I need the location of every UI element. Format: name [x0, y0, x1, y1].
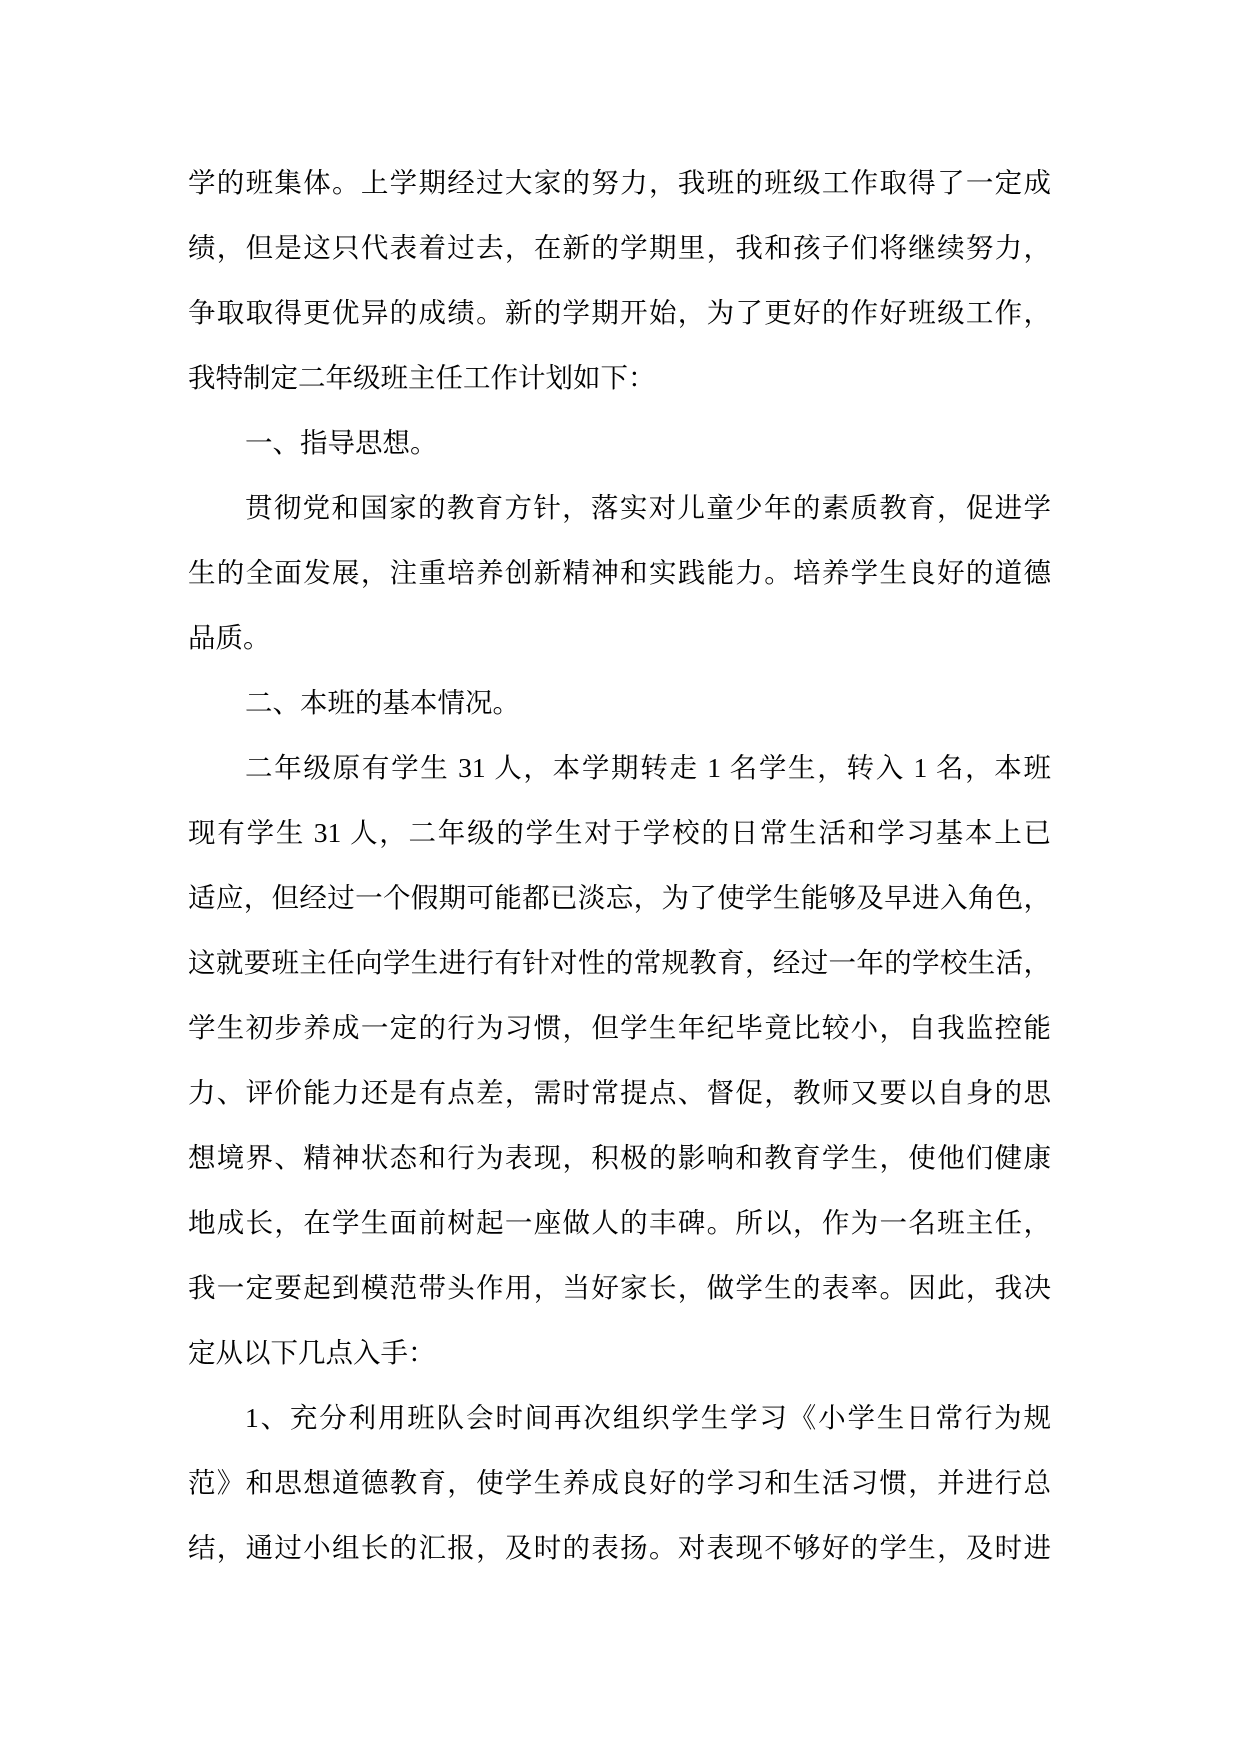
- paragraph-line: 我特制定二年级班主任工作计划如下：: [188, 362, 656, 393]
- section-heading-text: 一、指导思想。: [245, 427, 438, 458]
- list-item-paragraph: [188, 1385, 1051, 1580]
- paragraph: [188, 475, 1051, 670]
- paragraph-line: 贯彻党和国家的教育方针，落实对儿童少年的素质教育，促进学: [245, 492, 1051, 523]
- paragraph-line: 适应，但经过一个假期可能都已淡忘，为了使学生能够及早进入角色，: [188, 882, 1051, 913]
- paragraph-line: 现有学生 31 人，二年级的学生对于学校的日常生活和学习基本上已: [188, 817, 1051, 848]
- section-heading: [188, 410, 1051, 475]
- paragraph: [188, 735, 1051, 1385]
- paragraph-line: 品质。: [188, 622, 271, 653]
- paragraph-line: 争取取得更优异的成绩。新的学期开始，为了更好的作好班级工作，: [188, 297, 1051, 328]
- paragraph-line: 二年级原有学生 31 人，本学期转走 1 名学生，转入 1 名，本班: [245, 752, 1051, 783]
- paragraph-line: 学的班集体。上学期经过大家的努力，我班的班级工作取得了一定成: [188, 167, 1051, 198]
- paragraph-line: 范》和思想道德教育，使学生养成良好的学习和生活习惯，并进行总: [188, 1467, 1051, 1498]
- paragraph-line: 结，通过小组长的汇报，及时的表扬。对表现不够好的学生，及时进: [188, 1532, 1051, 1563]
- paragraph-line: 学生初步养成一定的行为习惯，但学生年纪毕竟比较小，自我监控能: [188, 1012, 1051, 1043]
- paragraph-line: 地成长，在学生面前树起一座做人的丰碑。所以，作为一名班主任，: [188, 1207, 1051, 1238]
- section-heading-text: 二、本班的基本情况。: [245, 687, 520, 718]
- section-heading: [188, 670, 1051, 735]
- paragraph-line: 这就要班主任向学生进行有针对性的常规教育，经过一年的学校生活，: [188, 947, 1051, 978]
- paragraph-line: 我一定要起到模范带头作用，当好家长，做学生的表率。因此，我决: [188, 1272, 1051, 1303]
- document-body: [188, 150, 1051, 1580]
- paragraph: [188, 150, 1051, 410]
- paragraph-line: 想境界、精神状态和行为表现，积极的影响和教育学生，使他们健康: [188, 1142, 1051, 1173]
- paragraph-line: 1、充分利用班队会时间再次组织学生学习《小学生日常行为规: [245, 1402, 1051, 1433]
- paragraph-line: 绩，但是这只代表着过去，在新的学期里，我和孩子们将继续努力，: [188, 232, 1051, 263]
- paragraph-line: 定从以下几点入手：: [188, 1337, 436, 1368]
- paragraph-line: 力、评价能力还是有点差，需时常提点、督促，教师又要以自身的思: [188, 1077, 1051, 1108]
- paragraph-line: 生的全面发展，注重培养创新精神和实践能力。培养学生良好的道德: [188, 557, 1051, 588]
